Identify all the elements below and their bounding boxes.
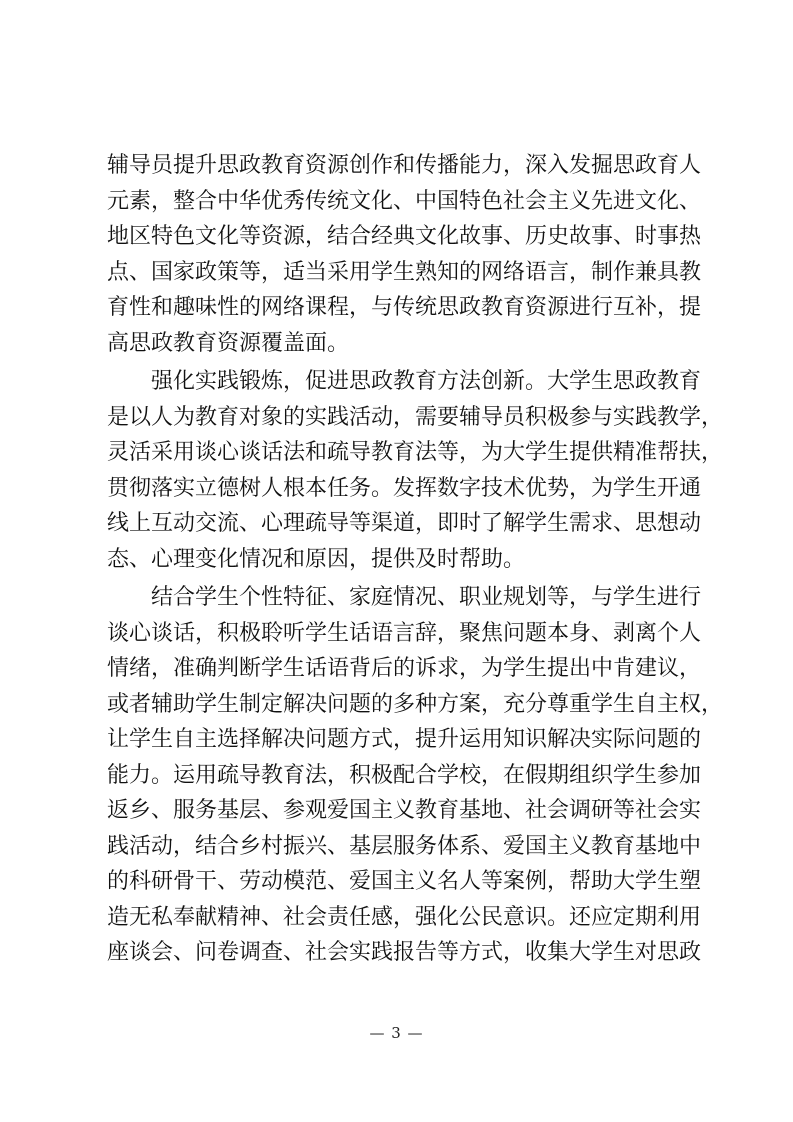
- text-line: 辅导员提升思政教育资源创作和传播能力，深入发掘思政育人: [107, 153, 702, 178]
- page-number: — 3 —: [369, 1024, 424, 1042]
- text-line: 座谈会、问卷调查、社会实践报告等方式，收集大学生对思政: [107, 940, 702, 965]
- text-line: 让学生自主选择解决问题方式，提升运用知识解决实际问题的: [107, 727, 702, 752]
- text-line: 元素，整合中华优秀传统文化、中国特色社会主义先进文化、: [107, 188, 702, 214]
- text-line: 线上互动交流、心理疏导等渠道，即时了解学生需求、思想动: [107, 511, 702, 536]
- text-line: 谈心谈话，积极聆听学生话语言辞，聚焦问题本身、剥离个人: [107, 620, 702, 646]
- text-line: 践活动，结合乡村振兴、基层服务体系、爱国主义教育基地中: [107, 833, 702, 859]
- body-text: [107, 148, 724, 971]
- text-line: 贯彻落实立德树人根本任务。发挥数字技术优势，为学生开通: [107, 475, 702, 501]
- text-line: 点、国家政策等，适当采用学生熟知的网络语言，制作兼具教: [107, 259, 702, 285]
- text-line: 态、心理变化情况和原因，提供及时帮助。: [107, 546, 526, 572]
- text-line: 造无私奉献精神、社会责任感，强化公民意识。还应定期利用: [107, 904, 702, 930]
- text-line: 强化实践锻炼，促进思政教育方法创新。大学生思政教育: [151, 369, 702, 394]
- text-line: 的科研骨干、劳动模范、爱国主义名人等案例，帮助大学生塑: [107, 869, 702, 894]
- text-line: 高思政教育资源覆盖面。: [107, 330, 350, 356]
- text-line: 能力。运用疏导教育法，积极配合学校，在假期组织学生参加: [107, 762, 702, 788]
- text-line: 育性和趣味性的网络课程，与传统思政教育资源进行互补，提: [107, 295, 702, 320]
- text-line: 是以人为教育对象的实践活动，需要辅导员积极参与实践教学，: [107, 404, 724, 430]
- text-line: 返乡、服务基层、参观爱国主义教育基地、社会调研等社会实: [107, 798, 702, 823]
- text-line: 灵活采用谈心谈话法和疏导教育法等，为大学生提供精准帮扶，: [107, 440, 724, 465]
- text-line: 或者辅助学生制定解决问题的多种方案，充分尊重学生自主权，: [107, 691, 724, 717]
- text-line: 情绪，准确判断学生话语背后的诉求，为学生提出中肯建议，: [107, 656, 702, 681]
- text-line: 结合学生个性特征、家庭情况、职业规划等，与学生进行: [151, 585, 702, 610]
- text-line: 地区特色文化等资源，结合经典文化故事、历史故事、时事热: [107, 224, 702, 249]
